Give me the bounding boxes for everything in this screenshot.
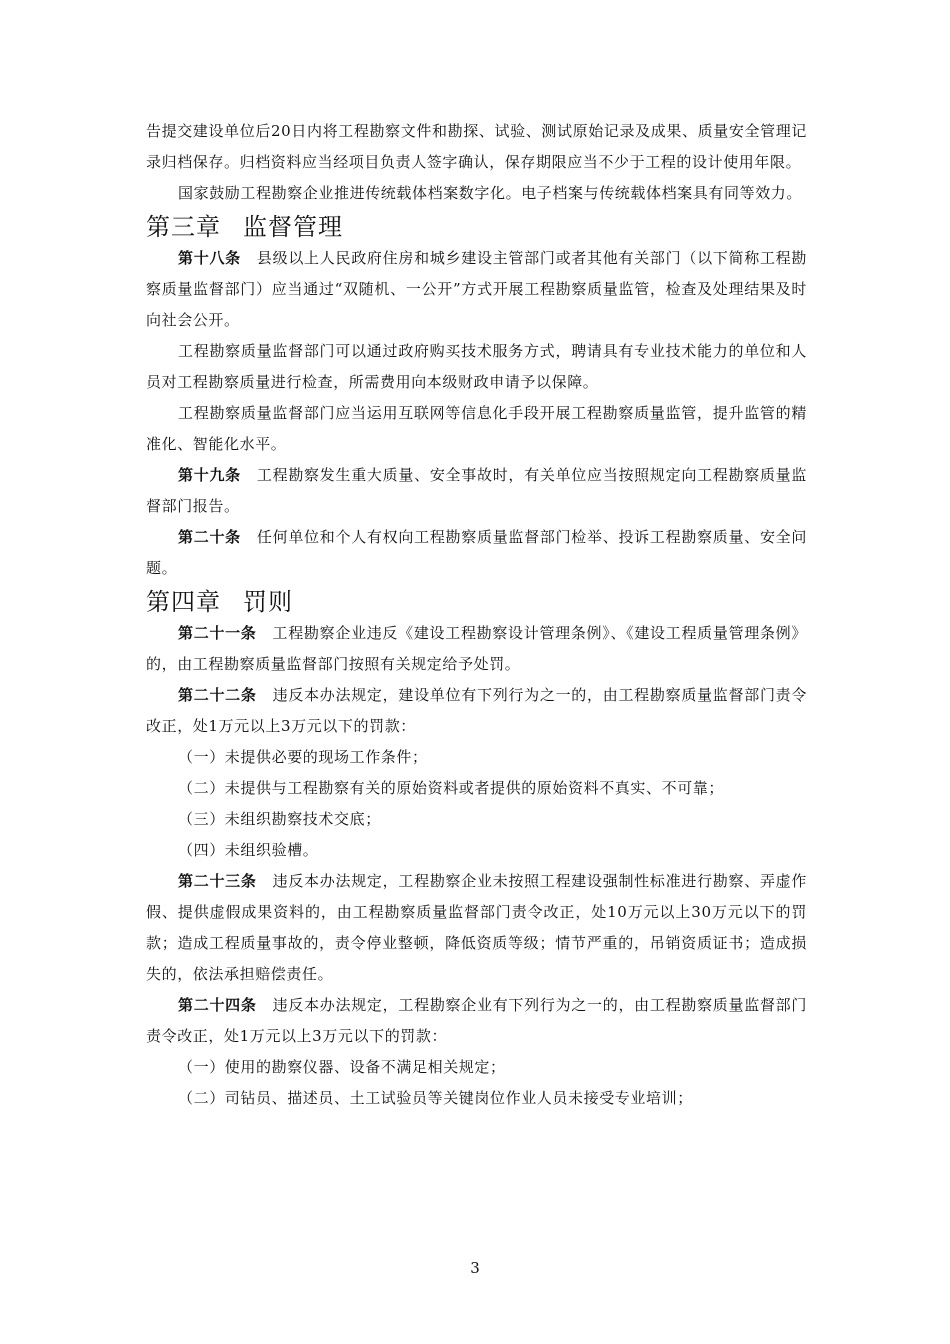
article-text: 县级以上人民政府住房和城乡建设主管部门或者其他有关部门（以下简称工程勘察质量监督部门）应当通过“双随机、一公开”方式开展工程勘察质量监管，检查及处理结果及时向社会公开。 (146, 249, 807, 329)
list-item: （三）未组织勘察技术交底； (178, 810, 381, 828)
article-18 (146, 243, 807, 336)
article-18-paragraph-2: 工程勘察质量监督部门可以通过政府购买技术服务方式，聘请具有专业技术能力的单位和人员对工程勘察质量进行检查，所需费用向本级财政申请予以保障。 (146, 342, 807, 391)
article-20 (146, 522, 807, 584)
article-text: 违反本办法规定，建设单位有下列行为之一的，由工程勘察质量监督部门责令改正，处1万元以上3万元以下的罚款： (146, 686, 807, 735)
article-23 (146, 866, 807, 990)
article-19 (146, 460, 807, 522)
article-18-paragraph-3: 工程勘察质量监督部门应当运用互联网等信息化手段开展工程勘察质量监管，提升监管的精准化、智能化水平。 (146, 404, 807, 453)
article-label: 第十八条 (178, 249, 241, 267)
list-item: （一）使用的勘察仪器、设备不满足相关规定； (178, 1058, 506, 1076)
article-label: 第二十四条 (178, 996, 257, 1014)
article-label: 第二十条 (178, 528, 241, 546)
article-label: 第十九条 (178, 466, 241, 484)
article-text: 任何单位和个人有权向工程勘察质量监督部门检举、投诉工程勘察质量、安全问题。 (146, 528, 807, 577)
chapter-title: 监督管理 (243, 213, 343, 241)
article-text: 违反本办法规定，工程勘察企业未按照工程建设强制性标准进行勘察、弄虚作假、提供虚假成果资料的，由工程勘察质量监督部门责令改正，处10万元以上30万元以下的罚款；造成工程质量事故的，责令停业整顿，降低资质等级；情节严重的，吊销资质证书；造成损失的，依法承担赔偿责任。 (146, 872, 807, 983)
paragraph-archive-continued: 告提交建设单位后20日内将工程勘察文件和勘探、试验、测试原始记录及成果、质量安全管理记录归档保存。归档资料应当经项目负责人签字确认，保存期限应当不少于工程的设计使用年限。 (146, 122, 807, 171)
article-21 (146, 618, 807, 680)
list-item: （二）司钻员、描述员、土工试验员等关键岗位作业人员未接受专业培训； (178, 1089, 693, 1107)
list-item: （四）未组织验槽。 (178, 841, 319, 859)
page-number: 3 (470, 1259, 480, 1277)
list-item: （一）未提供必要的现场工作条件； (178, 748, 428, 766)
document-body (146, 116, 807, 1114)
article-label: 第二十一条 (178, 624, 257, 642)
article-24 (146, 990, 807, 1052)
article-22 (146, 680, 807, 742)
chapter-heading-3 (146, 211, 807, 243)
chapter-number: 第四章 (146, 588, 221, 616)
article-text: 工程勘察企业违反《建设工程勘察设计管理条例》、《建设工程质量管理条例》的，由工程勘察质量监督部门按照有关规定给予处罚。 (146, 624, 807, 673)
chapter-heading-4 (146, 586, 807, 618)
paragraph-digitization: 国家鼓励工程勘察企业推进传统载体档案数字化。电子档案与传统载体档案具有同等效力。 (178, 184, 803, 202)
list-item: （二）未提供与工程勘察有关的原始资料或者提供的原始资料不真实、不可靠； (178, 779, 725, 797)
chapter-number: 第三章 (146, 213, 221, 241)
article-text: 工程勘察发生重大质量、安全事故时，有关单位应当按照规定向工程勘察质量监督部门报告。 (146, 466, 807, 515)
article-label: 第二十三条 (178, 872, 257, 890)
article-text: 违反本办法规定，工程勘察企业有下列行为之一的，由工程勘察质量监督部门责令改正，处1万元以上3万元以下的罚款： (146, 996, 807, 1045)
chapter-title: 罚则 (243, 588, 293, 616)
article-label: 第二十二条 (178, 686, 257, 704)
